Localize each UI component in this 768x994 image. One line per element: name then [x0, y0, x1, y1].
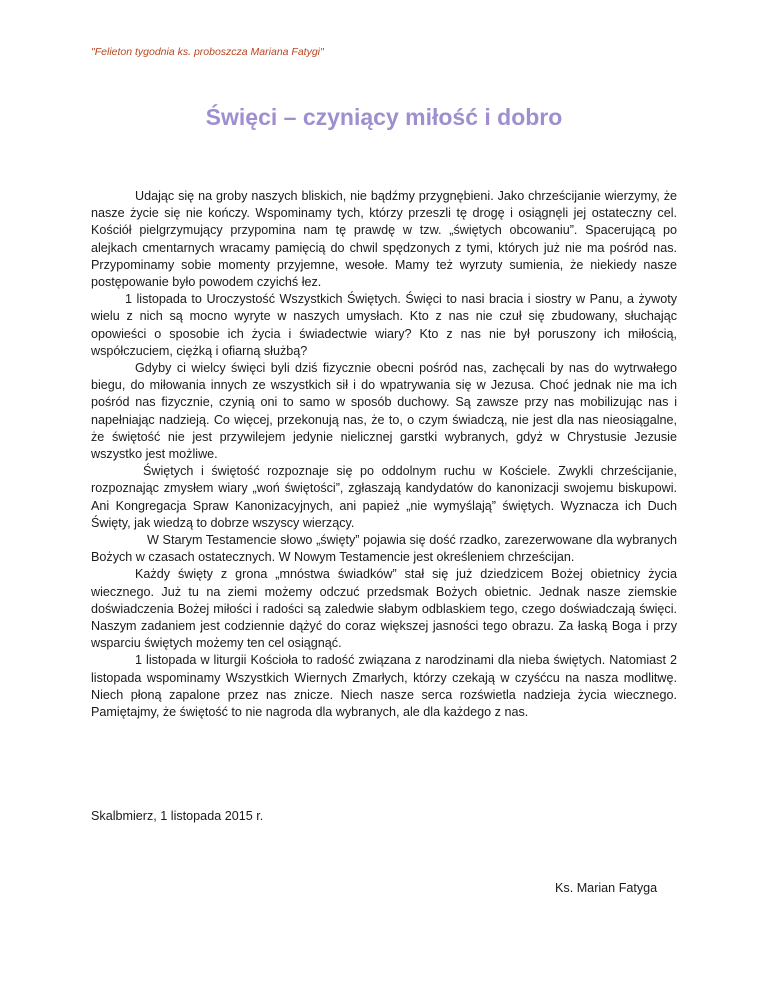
place-and-date: Skalbmierz, 1 listopada 2015 r.	[91, 809, 264, 823]
paragraph-2: 1 listopada to Uroczystość Wszystkich Świętych. Święci to nasi bracia i siostry w Panu, a żywoty wielu z nich są mocno wyryte w naszych umysłach. Kto z nas nie czuł się zbudowany, słuchając opowieści o sposobie ich życia i świadectwie wiary? Kto z nas nie był poruszony ich miłością, współczuciem, ciężką i ofiarną służbą?	[91, 292, 677, 358]
paragraph-5: W Starym Testamencie słowo „święty” pojawia się dość rzadko, zarezerwowane dla wybranych Bożych w czasach ostatecznych. W Nowym Testamencie jest określeniem chrześcijan.	[91, 533, 677, 565]
paragraph-4: Świętych i świętość rozpoznaje się po oddolnym ruchu w Kościele. Zwykli chrześcijanie, rozpoznając zmysłem wiary „woń świętości”, zgłaszają kandydatów do kanonizacji swojemu biskupowi. Ani Kongregacja Spraw Kanonizacyjnych, ani papież „nie wymyślają” świętych. Wyznacza ich Duch Święty, jak wiedzą to dobrze wszyscy wierzący.	[91, 464, 677, 530]
article-title: Święci – czyniący miłość i dobro	[205, 104, 563, 130]
paragraph-6: Każdy święty z grona „mnóstwa świadków” stał się już dziedzicem Bożej obietnicy życia wiecznego. Już tu na ziemi możemy odczuć przedsmak Bożych obietnic. Jednak nasze ziemskie doświadczenia Bożej miłości i radości są zaledwie słabym odblaskiem tego, czego doświadczają święci. Naszym zadaniem jest codziennie dążyć do coraz większej jasności tego obrazu. Za łaską Boga i przy wsparciu świętych możemy ten cel osiągnąć.	[91, 567, 677, 651]
column-header: "Felieton tygodnia ks. proboszcza Mariana Fatygi"	[91, 46, 324, 58]
author-signature: Ks. Marian Fatyga	[555, 881, 658, 895]
article-body	[91, 188, 677, 721]
paragraph-3: Gdyby ci wielcy święci byli dziś fizycznie obecni pośród nas, zachęcali by nas do wytrwałego biegu, do miłowania innych ze wszystkich sił i do wpatrywania się w Jezusa. Choć jednak nie ma ich pośród nas fizycznie, czynią oni to samo w sposób duchowy. Są zawsze przy nas mobilizując nas i napełniając nadzieją. Co więcej, przekonują nas, że to, o czym świadczą, nie jest dla nas nieosiągalne, że świętość nie jest przywilejem jedynie nielicznej garstki wybranych, gdyż w Chrystusie Jezusie wszystko jest możliwe.	[91, 361, 677, 462]
paragraph-7: 1 listopada w liturgii Kościoła to radość związana z narodzinami dla nieba świętych. Natomiast 2 listopada wspominamy Wszystkich Wiernych Zmarłych, którzy czekają w czyśćcu na nasza modlitwę. Niech płoną zapalone przez nas znicze. Niech nasze serca rozświetla nadzieja życia wiecznego. Pamiętajmy, że świętość to nie nagroda dla wybranych, ale dla każdego z nas.	[91, 653, 677, 720]
paragraph-1: Udając się na groby naszych bliskich, nie bądźmy przygnębieni. Jako chrześcijanie wierzymy, że nasze życie się nie kończy. Wspominamy tych, którzy przeszli tę drogę i osiągnęli jej ostateczny cel. Kościół pielgrzymujący przypomina nam tę prawdę w tzw. „świętych obcowaniu”. Spacerującą po alejkach cmentarnych wracamy pamięcią do chwil spędzonych z tymi, których już nie ma pośród nas. Przypominamy sobie momenty przyjemne, wesołe. Mamy też wyrzuty sumienia, że niekiedy nasze postępowanie było powodem czyichś łez.	[91, 189, 677, 290]
